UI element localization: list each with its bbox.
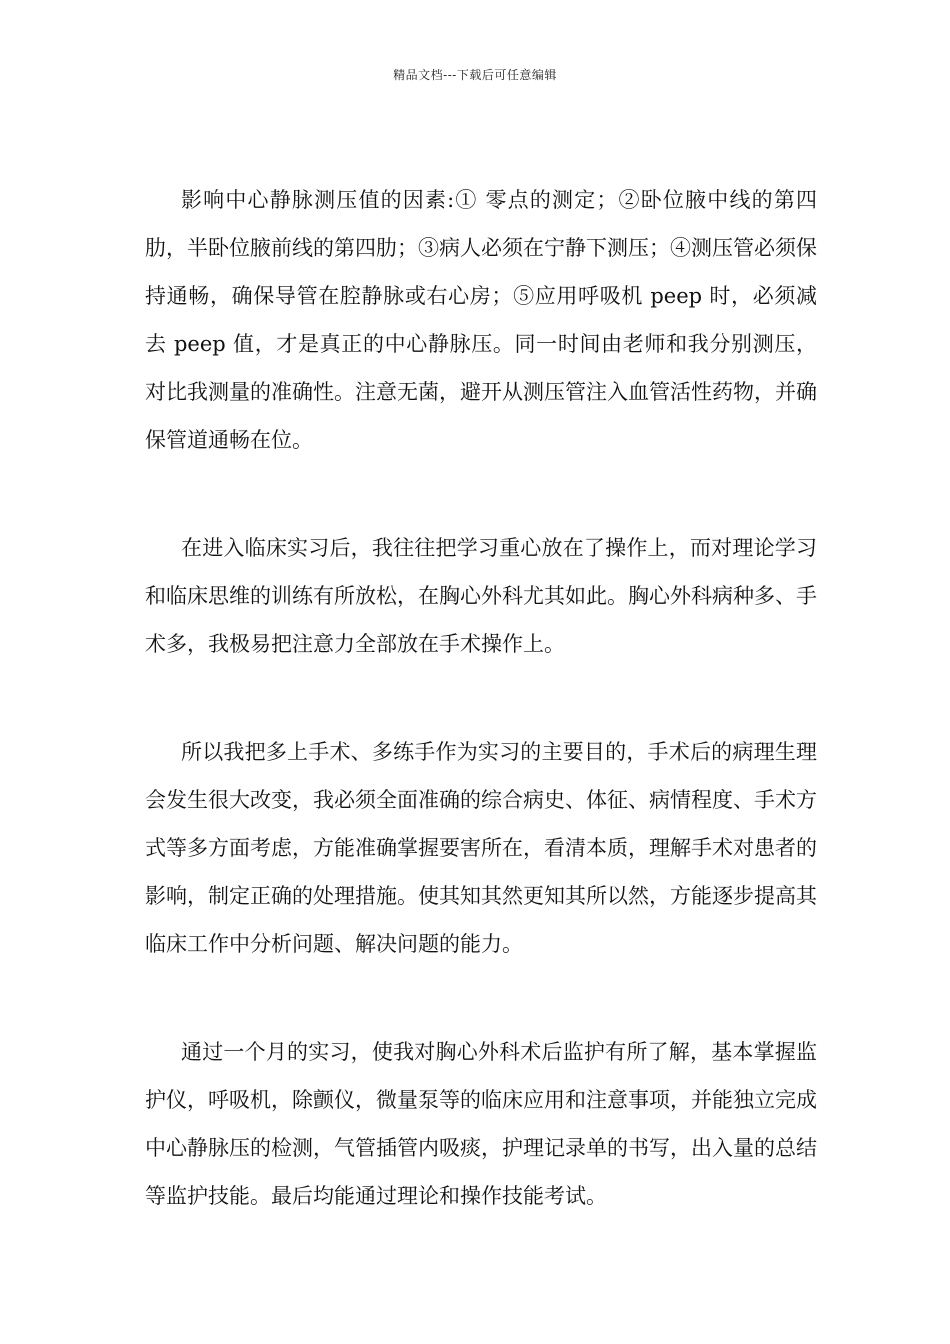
page-header: 精品文档---下载后可任意编辑 [393, 68, 557, 82]
paragraph-surgery-goals: 所以我把多上手术、多练手作为实习的主要目的，手术后的病理生理会发生很大改变，我必须全面准确的综合病史、体征、病情程度、手术方式等多方面考虑，方能准确掌握要害所在，看清本质，理解手术对患者的影响，制定正确的处理措施。使其知其然更知其所以然，方能逐步提高其临床工作中分析问题、解决问题的能力。 [145, 740, 817, 956]
paragraph-cvp-factors: 影响中心静脉测压值的因素:① 零点的测定；②卧位腋中线的第四肋，半卧位腋前线的第四肋；③病人必须在宁静下测压；④测压管必须保持通畅，确保导管在腔静脉或右心房；⑤应用呼吸机 peep 时，必须减去 peep 值，才是真正的中心静脉压。同一时间由老师和我分别测压，对比我测量的准确性。注意无菌，避开从测压管注入血管活性药物，并确保管道通畅在位。 [145, 188, 817, 452]
paragraph-internship-summary: 通过一个月的实习，使我对胸心外科术后监护有所了解，基本掌握监护仪，呼吸机，除颤仪，微量泵等的临床应用和注意事项，并能独立完成中心静脉压的检测，气管插管内吸痰，护理记录单的书写，出入量的总结等监护技能。最后均能通过理论和操作技能考试。 [145, 1040, 817, 1208]
paragraph-clinical-practice: 在进入临床实习后，我往往把学习重心放在了操作上，而对理论学习和临床思维的训练有所放松，在胸心外科尤其如此。胸心外科病种多、手术多，我极易把注意力全部放在手术操作上。 [145, 536, 817, 656]
